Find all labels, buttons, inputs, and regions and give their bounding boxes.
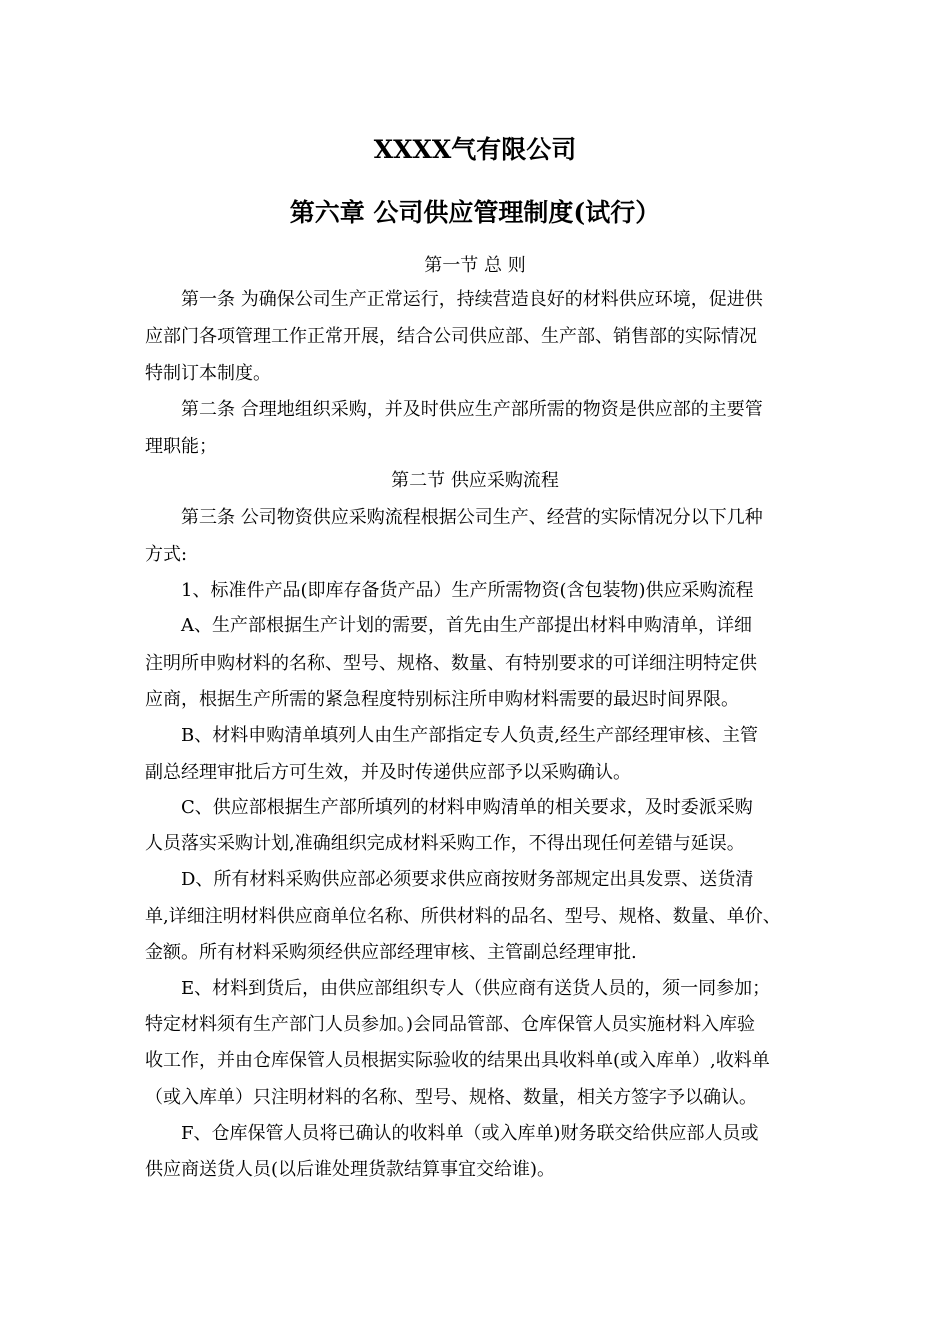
clause-f-line-2: 供应商送货人员(以后谁处理货款结算事宜交给谁)。: [145, 1159, 556, 1180]
clause-f-line-1: F、仓库保管人员将已确认的收料单（或入库单)财务联交给供应部人员或: [181, 1123, 759, 1144]
clause-c-line-2: 人员落实采购计划,准确组织完成材料采购工作，不得出现任何差错与延误。: [145, 833, 745, 854]
article-1-line-1: 第一条 为确保公司生产正常运行，持续营造良好的材料供应环境，促进供: [181, 289, 763, 310]
section-heading-procurement: 第二节 供应采购流程: [391, 470, 559, 491]
chapter-title: 第六章 公司供应管理制度(试行）: [289, 198, 661, 227]
clause-c-line-1: C、供应部根据生产部所填列的材料申购清单的相关要求，及时委派采购: [181, 797, 753, 818]
clause-d-line-3: 金额。所有材料采购须经供应部经理审核、主管副总经理审批.: [145, 942, 637, 963]
clause-e-line-2: 特定材料须有生产部门人员参加。)会同品管部、仓库保管人员实施材料入库验: [145, 1014, 756, 1035]
article-1-line-2: 应部门各项管理工作正常开展，结合公司供应部、生产部、销售部的实际情况: [145, 326, 757, 347]
article-1-line-3: 特制订本制度。: [145, 363, 271, 384]
clause-a-line-1: A、生产部根据生产计划的需要，首先由生产部提出材料申购清单，详细: [181, 615, 752, 636]
clause-a-line-2: 注明所申购材料的名称、型号、规格、数量、有特别要求的可详细注明特定供: [145, 653, 757, 674]
clause-b-line-1: B、材料申购清单填列人由生产部指定专人负责,经生产部经理审核、主管: [181, 725, 758, 746]
clause-d-line-2: 单,详细注明材料供应商单位名称、所供材料的品名、型号、规格、数量、单价、: [145, 906, 781, 927]
article-2-line-2: 理职能；: [145, 436, 217, 457]
clause-a-line-3: 应商，根据生产所需的紧急程度特别标注所申购材料需要的最迟时间界限。: [145, 689, 739, 710]
clause-e-line-1: E、材料到货后，由供应部组织专人（供应商有送货人员的，须一同参加；: [181, 978, 771, 999]
article-3-line-1: 第三条 公司物资供应采购流程根据公司生产、经营的实际情况分以下几种: [181, 507, 763, 528]
clause-e-line-4: （或入库单）只注明材料的名称、型号、规格、数量，相关方签字予以确认。: [145, 1087, 757, 1108]
company-title: XXXX气有限公司: [373, 135, 577, 164]
clause-d-line-1: D、所有材料采购供应部必须要求供应商按财务部规定出具发票、送货清: [181, 869, 754, 890]
section-heading-general: 第一节 总 则: [424, 255, 526, 276]
article-3-line-2: 方式:: [145, 544, 188, 565]
clause-e-line-3: 收工作，并由仓库保管人员根据实际验收的结果出具收料单(或入库单）,收料单: [145, 1050, 770, 1071]
article-2-line-1: 第二条 合理地组织采购，并及时供应生产部所需的物资是供应部的主要管: [181, 399, 763, 420]
clause-b-line-2: 副总经理审批后方可生效，并及时传递供应部予以采购确认。: [145, 762, 631, 783]
item-1-heading: 1、标准件产品(即库存备货产品）生产所需物资(含包装物)供应采购流程: [181, 580, 754, 601]
